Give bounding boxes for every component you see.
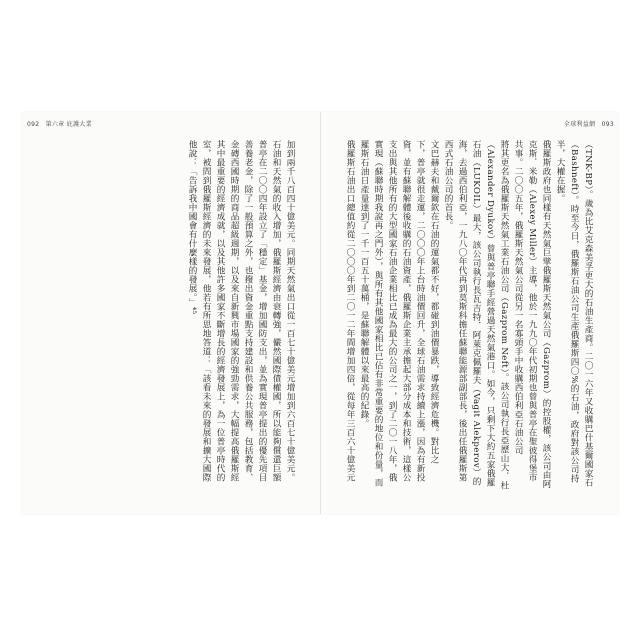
text-column: 下，普亭就很走運，二〇〇〇年上台時油價回升，全球石油需求持續上漲，因為有新投 [415, 140, 425, 482]
text-column: 半，大權在握。 [555, 140, 565, 203]
text-column: 普亭在二〇〇四年設立了「穩定」基金，增加國防支出，並為實現普亭提出的優先項目 [257, 140, 267, 482]
text-column: （Alexander Dyukov）曾與普亭聯手經營過天然氣港口。如今，只剩下大約五家俄羅 [485, 140, 495, 487]
text-column: 文巴赫夫和戴爾欽在石油的運氣都不好，都碰到油價暴跌，導致經濟危機。對比之 [429, 140, 439, 464]
text-column: 羅斯石油日產量達到了一千一百五十萬桶，是蘇聯解體以來最高的紀錄。 [359, 140, 369, 428]
text-column: 西式石油公司的首長。 [443, 140, 453, 230]
left-page-body [70, 140, 300, 490]
left-page-header [27, 119, 92, 128]
right-page-body [338, 140, 598, 490]
text-column: 室，被問到俄羅斯經濟的未來發展，他若有所思地答道：「該看未來的發展和擴大國際 [201, 140, 211, 482]
left-page-number: 092 [27, 121, 40, 128]
text-column: 他說：「告訴我中國會有什麼樣的發展。」⁴⁵ [187, 140, 197, 315]
left-chapter-title: 庇護大業 [66, 121, 92, 128]
page-gutter [320, 112, 321, 514]
left-chapter-label: 第六章 [45, 121, 65, 128]
right-running-title: 全球利益網 [563, 121, 596, 128]
right-page-number: 093 [601, 121, 614, 128]
right-page-header [564, 119, 614, 128]
text-column: 資，並有蘇聯解體後收購的石油資產，俄羅斯企業主承擔起大部分成本和技術，這樣公 [401, 140, 411, 482]
text-column: 支出與其他所有的大型國家石油企業相比已成為最大的公司之一，到了二〇一八年，俄 [387, 140, 397, 482]
text-column: 克斯．米勒（Alexey Miller）主導，他於一九九〇年代初期也曾與普亭在聖彼得堡市 [527, 140, 537, 482]
text-column: 其中最重要的經濟成就，以及其他許多國家不斷增長的經濟發展上，為一位普亭時代的 [215, 140, 225, 482]
text-column: 俄羅斯政府也同樣有天然氣巨擘俄羅斯天然氣公司（Gazprom）的控股權，該公司由阿 [541, 140, 551, 489]
text-column: 俄羅斯石油出口總值約從二〇〇〇年到二〇一二年間增加四倍，從每年三百六十億美元 [345, 140, 355, 482]
text-column: （TNK-BP）。歲為比艾克森美孚更大的石油生產商。二〇一六年又收購巴什基爾國家石 [583, 140, 593, 488]
text-column: 石油和天然氣的收入增加，俄羅斯經濟由衰轉強，儼然國際債權國，所以能夠償還巨額 [271, 140, 281, 482]
text-column: 實現（蘇聯時期我說再之門外），與所有其他國家相比已佔有非常重要的地位和份量，而 [373, 140, 383, 487]
text-column: 善養老金，除了一般預算之外，也撥出資金重點支持建設和供養公共服務，包括教育、 [243, 140, 253, 482]
text-column: 加到兩千八百四十億美元。同期天然氣出口從一百七十億美元增加到六百七十億美元。 [285, 140, 295, 482]
text-column: 將其更名為俄羅斯天然氣工業石油公司（Gazprom Neft）。該公司執行長亞歷山大．杜 [499, 140, 509, 490]
text-column: 共事。二〇〇五年，俄羅斯天然氣公司從另一名寡頭手中收購西伯利亞石油公司 [513, 140, 523, 455]
text-column: （Bashneft）。時至今日，俄羅斯石油公司生產俄羅斯四〇%的石油，政府對該公司持 [569, 140, 579, 484]
text-column: 金磚西國時期的商品超級週期，以及來自新興市場國家的強勁需求，大幅提高俄羅斯經 [229, 140, 239, 482]
text-column: 石油（LUKOIL）最大，該公司執行長瓦吉特．阿萊克佩羅夫（Vagit Alekperov）的 [471, 140, 481, 487]
text-column: 海，去過西伯利亞，一九八〇年代再到莫斯科擔任蘇聯能源部副部長，後出任俄羅斯第 [457, 140, 467, 482]
